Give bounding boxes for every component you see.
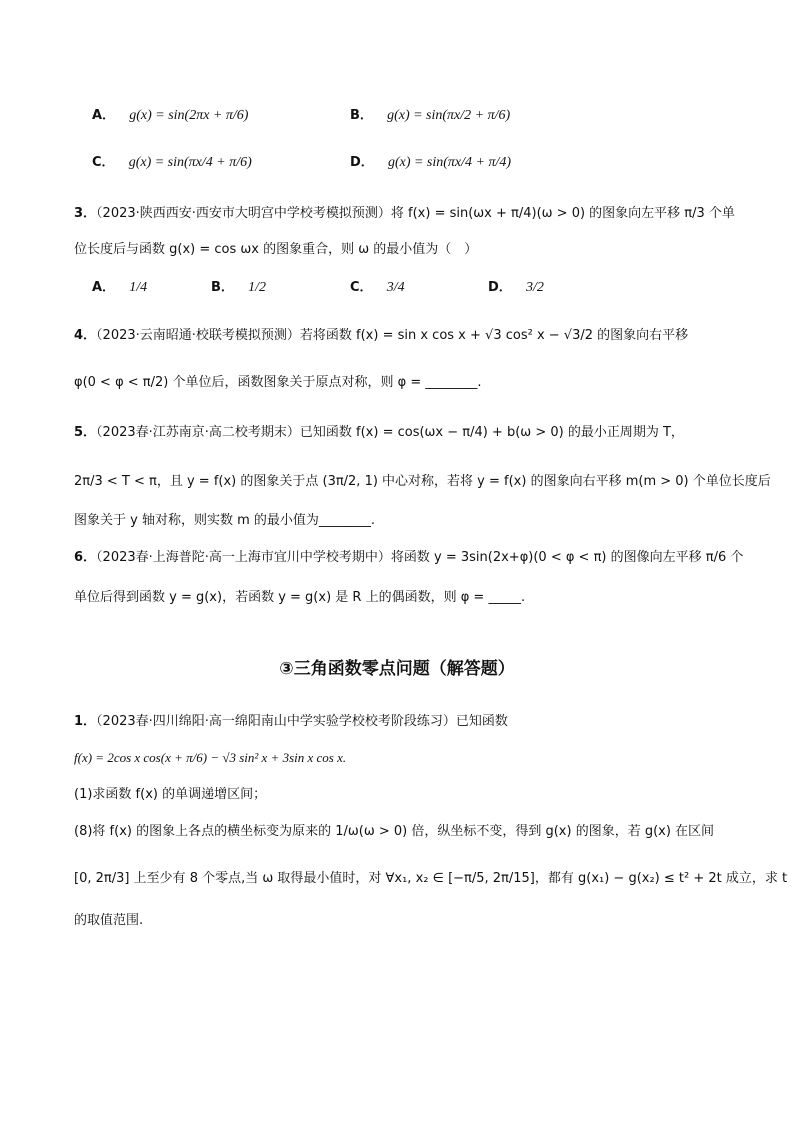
q3-option-c [350,278,405,298]
q5-line2: 2π/3 < T < π，且 y = f(x) 的图象关于点 (3π/2, 1) 中心对称，若将 y = f(x) 的图象向右平移 m(m > 0) 个单位长度后 [74,474,771,489]
p1-part1: (1)求函数 f(x) 的单调递增区间； [74,787,267,802]
option-label: D． [350,155,374,170]
q3-option-a [92,278,147,298]
option-label: A． [92,280,116,295]
q3-option-b [211,278,266,298]
q6-line1 [74,548,743,568]
option-b-prev [350,106,510,126]
question-number: 1． [74,714,97,729]
q5-line3: 图象关于 y 轴对称，则实数 m 的最小值为________. [74,513,376,528]
option-expr: g(x) = sin(2πx + π/6) [129,108,249,123]
section-title: ③三角函数零点问题（解答题） [279,659,515,679]
question-number: 5． [74,425,97,440]
option-value: 3/4 [386,280,405,295]
option-label: C． [350,280,373,295]
question-number: 6． [74,550,97,565]
option-value: 1/2 [248,280,266,295]
q5-text1: （2023春·江苏南京·高二校考期末）已知函数 f(x) = cos(ωx − π/4) + b(ω > 0) 的最小正周期为 T， [96,425,684,440]
p1-formula: f(x) = 2cos x cos(x + π/6) − √3 sin² x + 3sin x cos x. [74,750,347,765]
option-value: 1/4 [129,280,148,295]
q6-text1: （2023春·上海普陀·高一上海市宜川中学校考期中）将函数 y = 3sin(2x+φ)(0 < φ < π) 的图像向左平移 π/6 个 [96,550,744,565]
option-a-prev [92,106,248,126]
q3-text1: （2023·陕西西安·西安市大明宫中学校考模拟预测）将 f(x) = sin(ωx + π/4)(ω > 0) 的图象向左平移 π/3 个单 [96,206,735,221]
p1-part2-end: 的取值范围. [74,913,144,928]
q6-line2: 单位后得到函数 y = g(x)，若函数 y = g(x) 是 R 上的偶函数，则 φ = _____. [74,590,526,605]
q4-text1: （2023·云南昭通·校联考模拟预测）若将函数 f(x) = sin x cos x + √3 cos² x − √3/2 的图象向右平移 [96,328,689,343]
option-label: A． [92,108,116,123]
question-number: 3． [74,206,97,221]
q3-line2: 位长度后与函数 g(x) = cos ωx 的图象重合，则 ω 的最小值为（ ） [74,242,478,257]
option-label: C． [92,155,115,170]
option-expr: g(x) = sin(πx/4 + π/6) [128,155,252,170]
q3-option-d [488,278,544,298]
option-label: B． [211,280,234,295]
p1-part2: (8)将 f(x) 的图象上各点的横坐标变为原来的 1/ω(ω > 0) 倍，纵坐标不变，得到 g(x) 的图象，若 g(x) 在区间 [74,824,715,839]
option-label: B． [350,108,373,123]
p1-line1 [74,712,508,732]
option-expr: g(x) = sin(πx/4 + π/4) [387,155,512,170]
q4-line1 [74,326,688,346]
p1-part2-cont: [0, 2π/3] 上至少有 8 个零点,当 ω 取得最小值时，对 ∀x₁, x₂ ∈ [−π/5, 2π/15]，都有 g(x₁) − g(x₂) ≤ t² + 2t 成立，求 t [74,871,788,886]
q3-line1 [74,204,735,224]
option-c-prev [92,153,252,173]
p1-text1: （2023春·四川绵阳·高一绵阳南山中学实验学校校考阶段练习）已知函数 [96,714,508,729]
option-expr: g(x) = sin(πx/2 + π/6) [387,108,511,123]
q4-line2: φ(0 < φ < π/2) 个单位后，函数图象关于原点对称，则 φ = ________. [74,375,482,390]
option-label: D． [488,280,512,295]
option-d-prev [350,153,511,173]
question-number: 4． [74,328,97,343]
q5-line1 [74,423,684,443]
option-value: 3/2 [525,280,544,295]
